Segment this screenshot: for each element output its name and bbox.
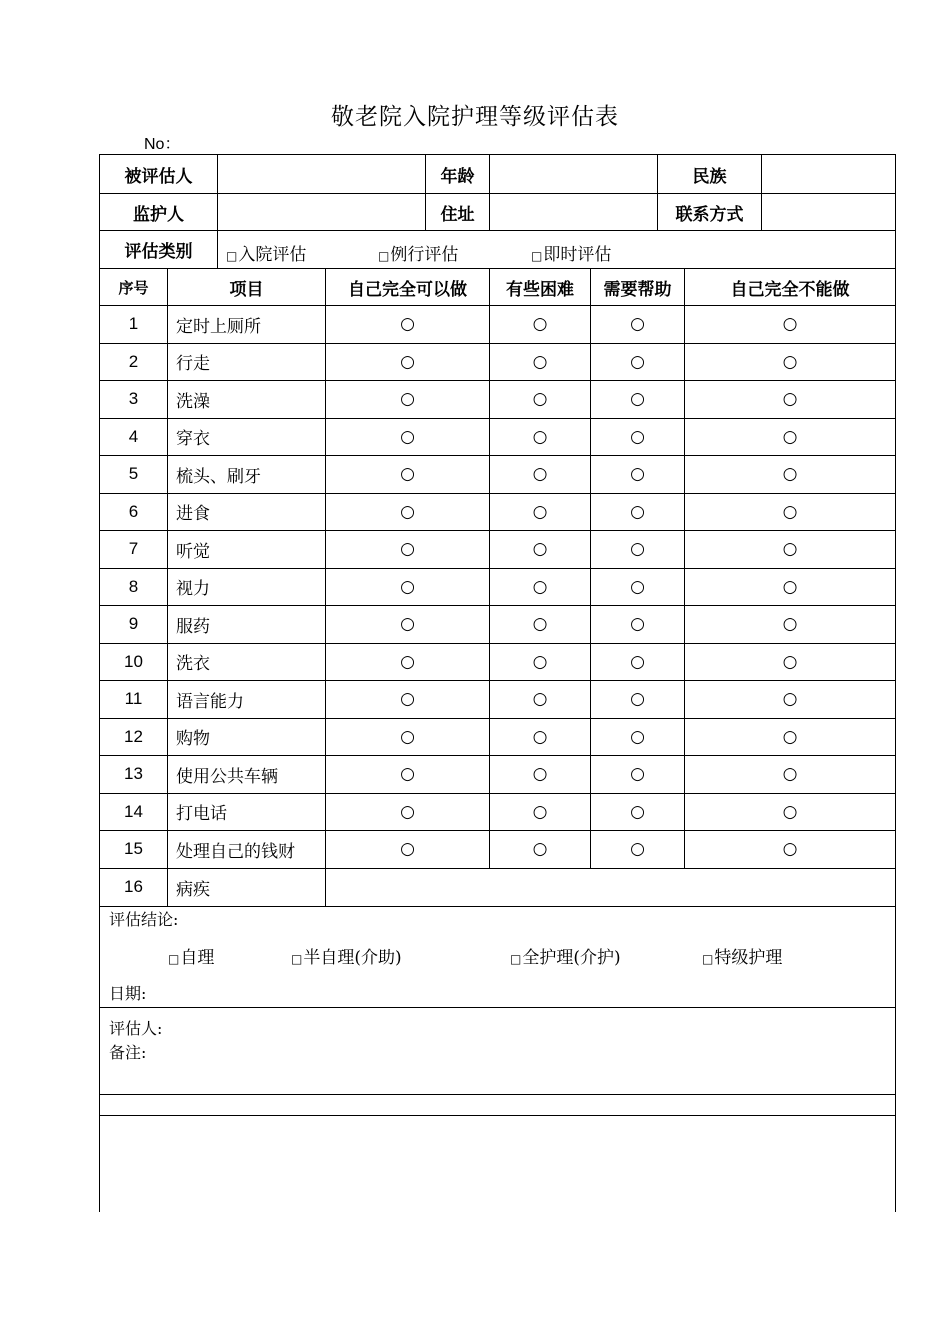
radio-some-difficulty[interactable]: ○ (490, 643, 591, 681)
row-index: 4 (100, 418, 168, 456)
checkbox-icon: □ (226, 249, 238, 263)
radio-some-difficulty[interactable]: ○ (490, 343, 591, 381)
disease-field[interactable] (326, 868, 896, 906)
row-item-label: 行走 (168, 343, 326, 381)
radio-some-difficulty[interactable]: ○ (490, 306, 591, 344)
header-cannot-do: 自己完全不能做 (685, 269, 896, 306)
radio-needs-help[interactable]: ○ (591, 643, 685, 681)
radio-can-fully[interactable]: ○ (326, 531, 490, 569)
row-index: 15 (100, 831, 168, 869)
blank-area[interactable] (100, 1115, 896, 1212)
row-index: 10 (100, 643, 168, 681)
item-row (100, 343, 896, 381)
row-index: 2 (100, 343, 168, 381)
item-row (100, 381, 896, 419)
row-item-label: 洗衣 (168, 643, 326, 681)
category-option-immediate[interactable]: □即时评估 (531, 245, 612, 265)
radio-some-difficulty[interactable]: ○ (490, 681, 591, 719)
radio-some-difficulty[interactable]: ○ (490, 831, 591, 869)
row-index: 14 (100, 793, 168, 831)
checkbox-icon: □ (702, 951, 714, 966)
item-row (100, 493, 896, 531)
guardian-label: 监护人 (100, 194, 218, 231)
radio-needs-help[interactable]: ○ (591, 681, 685, 719)
radio-cannot-do[interactable]: ○ (685, 568, 896, 606)
row-item-label: 洗澡 (168, 381, 326, 419)
checkbox-icon: □ (510, 951, 522, 966)
row-item-label: 梳头、刷牙 (168, 456, 326, 494)
item-row (100, 418, 896, 456)
radio-some-difficulty[interactable]: ○ (490, 456, 591, 494)
item-row (100, 831, 896, 869)
radio-needs-help[interactable]: ○ (591, 606, 685, 644)
radio-needs-help[interactable]: ○ (591, 831, 685, 869)
radio-needs-help[interactable]: ○ (591, 381, 685, 419)
contact-label: 联系方式 (658, 194, 762, 231)
radio-cannot-do[interactable]: ○ (685, 531, 896, 569)
row-index: 8 (100, 568, 168, 606)
evaluee-label: 被评估人 (100, 155, 218, 194)
radio-some-difficulty[interactable]: ○ (490, 381, 591, 419)
row-item-label: 进食 (168, 493, 326, 531)
radio-some-difficulty[interactable]: ○ (490, 531, 591, 569)
row-index: 11 (100, 681, 168, 719)
ethnicity-field[interactable] (762, 155, 896, 194)
evaluee-field[interactable] (218, 155, 426, 194)
row-item-label: 穿衣 (168, 418, 326, 456)
header-can-fully: 自己完全可以做 (326, 269, 490, 306)
item-row (100, 793, 896, 831)
radio-some-difficulty[interactable]: ○ (490, 493, 591, 531)
radio-some-difficulty[interactable]: ○ (490, 606, 591, 644)
radio-cannot-do[interactable]: ○ (685, 418, 896, 456)
contact-field[interactable] (762, 194, 896, 231)
radio-some-difficulty[interactable]: ○ (490, 793, 591, 831)
radio-some-difficulty[interactable]: ○ (490, 718, 591, 756)
radio-can-fully[interactable]: ○ (326, 381, 490, 419)
conclusion-section (100, 906, 896, 1007)
radio-needs-help[interactable]: ○ (591, 531, 685, 569)
category-option-routine[interactable]: □例行评估 (378, 245, 459, 265)
blank-row (100, 1094, 896, 1115)
form-number-label: No： (144, 136, 181, 153)
checkbox-icon: □ (531, 249, 543, 263)
radio-can-fully[interactable]: ○ (326, 493, 490, 531)
conclusion-option-self-care[interactable]: □自理 (168, 947, 215, 968)
row-index: 5 (100, 456, 168, 494)
radio-cannot-do[interactable]: ○ (685, 306, 896, 344)
radio-can-fully[interactable]: ○ (326, 681, 490, 719)
radio-can-fully[interactable]: ○ (326, 306, 490, 344)
address-label: 住址 (426, 194, 490, 231)
radio-cannot-do[interactable]: ○ (685, 456, 896, 494)
item-row (100, 531, 896, 569)
radio-needs-help[interactable]: ○ (591, 568, 685, 606)
category-option-admission[interactable]: □入院评估 (226, 245, 307, 265)
radio-cannot-do[interactable]: ○ (685, 681, 896, 719)
address-field[interactable] (490, 194, 658, 231)
radio-can-fully[interactable]: ○ (326, 793, 490, 831)
radio-needs-help[interactable]: ○ (591, 343, 685, 381)
radio-can-fully[interactable]: ○ (326, 343, 490, 381)
radio-needs-help[interactable]: ○ (591, 493, 685, 531)
item-row (100, 718, 896, 756)
row-item-label: 打电话 (168, 793, 326, 831)
radio-needs-help[interactable]: ○ (591, 756, 685, 794)
radio-needs-help[interactable]: ○ (591, 418, 685, 456)
row-item-label: 使用公共车辆 (168, 756, 326, 794)
row-index: 16 (100, 868, 168, 906)
date-label: 日期: (109, 983, 147, 1003)
row-index: 6 (100, 493, 168, 531)
row-index: 7 (100, 531, 168, 569)
item-row (100, 568, 896, 606)
header-some-difficulty: 有些困难 (490, 269, 591, 306)
row-item-label: 服药 (168, 606, 326, 644)
row-index: 9 (100, 606, 168, 644)
item-row (100, 681, 896, 719)
age-field[interactable] (490, 155, 658, 194)
conclusion-option-special-care[interactable]: □特级护理 (702, 947, 783, 968)
radio-needs-help[interactable]: ○ (591, 456, 685, 494)
row-item-label: 语言能力 (168, 681, 326, 719)
row-index: 3 (100, 381, 168, 419)
item-row (100, 456, 896, 494)
conclusion-option-semi-self-care[interactable]: □半自理(介助) (291, 947, 402, 968)
radio-can-fully[interactable]: ○ (326, 831, 490, 869)
radio-can-fully[interactable]: ○ (326, 606, 490, 644)
row-index: 12 (100, 718, 168, 756)
radio-some-difficulty[interactable]: ○ (490, 568, 591, 606)
checkbox-icon: □ (378, 249, 390, 263)
radio-cannot-do[interactable]: ○ (685, 718, 896, 756)
row-item-label: 听觉 (168, 531, 326, 569)
age-label: 年龄 (426, 155, 490, 194)
item-header-row (100, 269, 896, 306)
row-item-label: 病疾 (168, 868, 326, 906)
radio-needs-help[interactable]: ○ (591, 793, 685, 831)
assessment-form (99, 154, 896, 1212)
category-label: 评估类别 (100, 231, 218, 269)
radio-needs-help[interactable]: ○ (591, 718, 685, 756)
row-index: 1 (100, 306, 168, 344)
radio-cannot-do[interactable]: ○ (685, 756, 896, 794)
remarks-label: 备注: (109, 1042, 147, 1062)
assessor-section (100, 1007, 896, 1094)
item-row (100, 756, 896, 794)
radio-cannot-do[interactable]: ○ (685, 381, 896, 419)
radio-some-difficulty[interactable]: ○ (490, 756, 591, 794)
item-row (100, 606, 896, 644)
ethnicity-label: 民族 (658, 155, 762, 194)
assessor-label: 评估人: (109, 1018, 163, 1038)
category-options (218, 231, 896, 269)
radio-can-fully[interactable]: ○ (326, 456, 490, 494)
row-item-label: 购物 (168, 718, 326, 756)
row-item-label: 视力 (168, 568, 326, 606)
radio-cannot-do[interactable]: ○ (685, 643, 896, 681)
radio-can-fully[interactable]: ○ (326, 643, 490, 681)
radio-cannot-do[interactable]: ○ (685, 606, 896, 644)
radio-cannot-do[interactable]: ○ (685, 493, 896, 531)
header-needs-help: 需要帮助 (591, 269, 685, 306)
radio-needs-help[interactable]: ○ (591, 306, 685, 344)
radio-cannot-do[interactable]: ○ (685, 793, 896, 831)
page-title: 敬老院入院护理等级评估表 (331, 104, 619, 130)
header-item: 项目 (168, 269, 326, 306)
radio-cannot-do[interactable]: ○ (685, 343, 896, 381)
item-row (100, 643, 896, 681)
checkbox-icon: □ (168, 951, 180, 966)
row-item-label: 处理自己的钱财 (168, 831, 326, 869)
row-item-label: 定时上厕所 (168, 306, 326, 344)
conclusion-label: 评估结论: (109, 909, 179, 929)
conclusion-option-full-care[interactable]: □全护理(介护) (510, 947, 621, 968)
radio-cannot-do[interactable]: ○ (685, 831, 896, 869)
checkbox-icon: □ (291, 951, 303, 966)
header-index: 序号 (100, 269, 168, 306)
row-index: 13 (100, 756, 168, 794)
radio-can-fully[interactable]: ○ (326, 418, 490, 456)
disease-row (100, 868, 896, 906)
radio-can-fully[interactable]: ○ (326, 568, 490, 606)
radio-can-fully[interactable]: ○ (326, 718, 490, 756)
radio-some-difficulty[interactable]: ○ (490, 418, 591, 456)
guardian-field[interactable] (218, 194, 426, 231)
radio-can-fully[interactable]: ○ (326, 756, 490, 794)
item-row (100, 306, 896, 344)
